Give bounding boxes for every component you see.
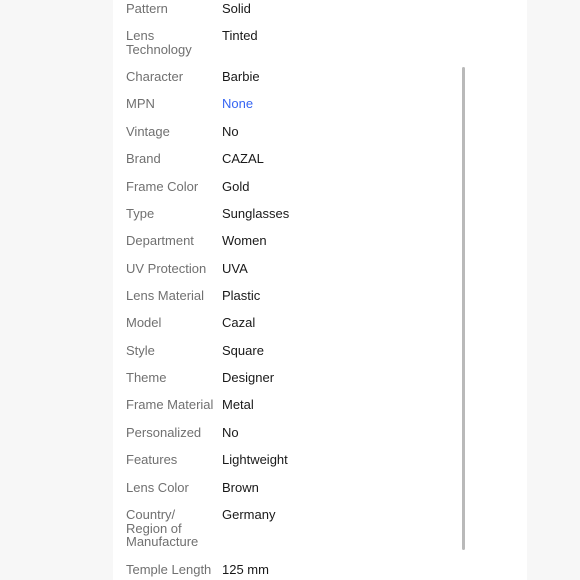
spec-label: Lens Color xyxy=(126,480,189,495)
spec-label: Frame Color xyxy=(126,179,199,194)
spec-value: Plastic xyxy=(222,288,261,303)
spec-label: Character xyxy=(126,69,184,84)
spec-value: Women xyxy=(222,233,267,248)
spec-value: 125 mm xyxy=(222,562,269,577)
spec-label: Country/ Region of Manufacture xyxy=(126,507,199,550)
spec-value: Brown xyxy=(222,480,259,495)
spec-label: Vintage xyxy=(126,124,170,139)
spec-label: Temple Length xyxy=(126,562,212,577)
spec-value: CAZAL xyxy=(222,151,264,166)
spec-label: Frame Material xyxy=(126,397,214,412)
spec-value: No xyxy=(222,425,239,440)
spec-value: Tinted xyxy=(222,28,258,43)
spec-value: Sunglasses xyxy=(222,206,290,221)
spec-value: No xyxy=(222,124,239,139)
spec-label: Features xyxy=(126,452,178,467)
spec-label: MPN xyxy=(126,96,155,111)
spec-label: Style xyxy=(126,343,155,358)
spec-label: Personalized xyxy=(126,425,202,440)
spec-label: Type xyxy=(126,206,155,221)
spec-value: Gold xyxy=(222,179,250,194)
spec-value-link[interactable]: None xyxy=(222,96,254,111)
item-specifics-panel xyxy=(113,0,527,580)
scrollbar-thumb[interactable] xyxy=(462,67,465,550)
spec-label: Brand xyxy=(126,151,161,166)
spec-value: Solid xyxy=(222,1,251,16)
spec-value: UVA xyxy=(222,261,248,276)
spec-value: Square xyxy=(222,343,264,358)
spec-value: Germany xyxy=(222,507,276,522)
spec-value: Designer xyxy=(222,370,275,385)
spec-label: Lens Technology xyxy=(126,28,192,57)
spec-label: Theme xyxy=(126,370,167,385)
spec-label: Model xyxy=(126,315,162,330)
spec-value: Metal xyxy=(222,397,254,412)
spec-value: Lightweight xyxy=(222,452,288,467)
spec-value: Barbie xyxy=(222,69,260,84)
spec-value: Cazal xyxy=(222,315,256,330)
spec-label: Lens Material xyxy=(126,288,205,303)
spec-label: UV Protection xyxy=(126,261,207,276)
spec-label: Department xyxy=(126,233,194,248)
spec-label: Pattern xyxy=(126,1,168,16)
